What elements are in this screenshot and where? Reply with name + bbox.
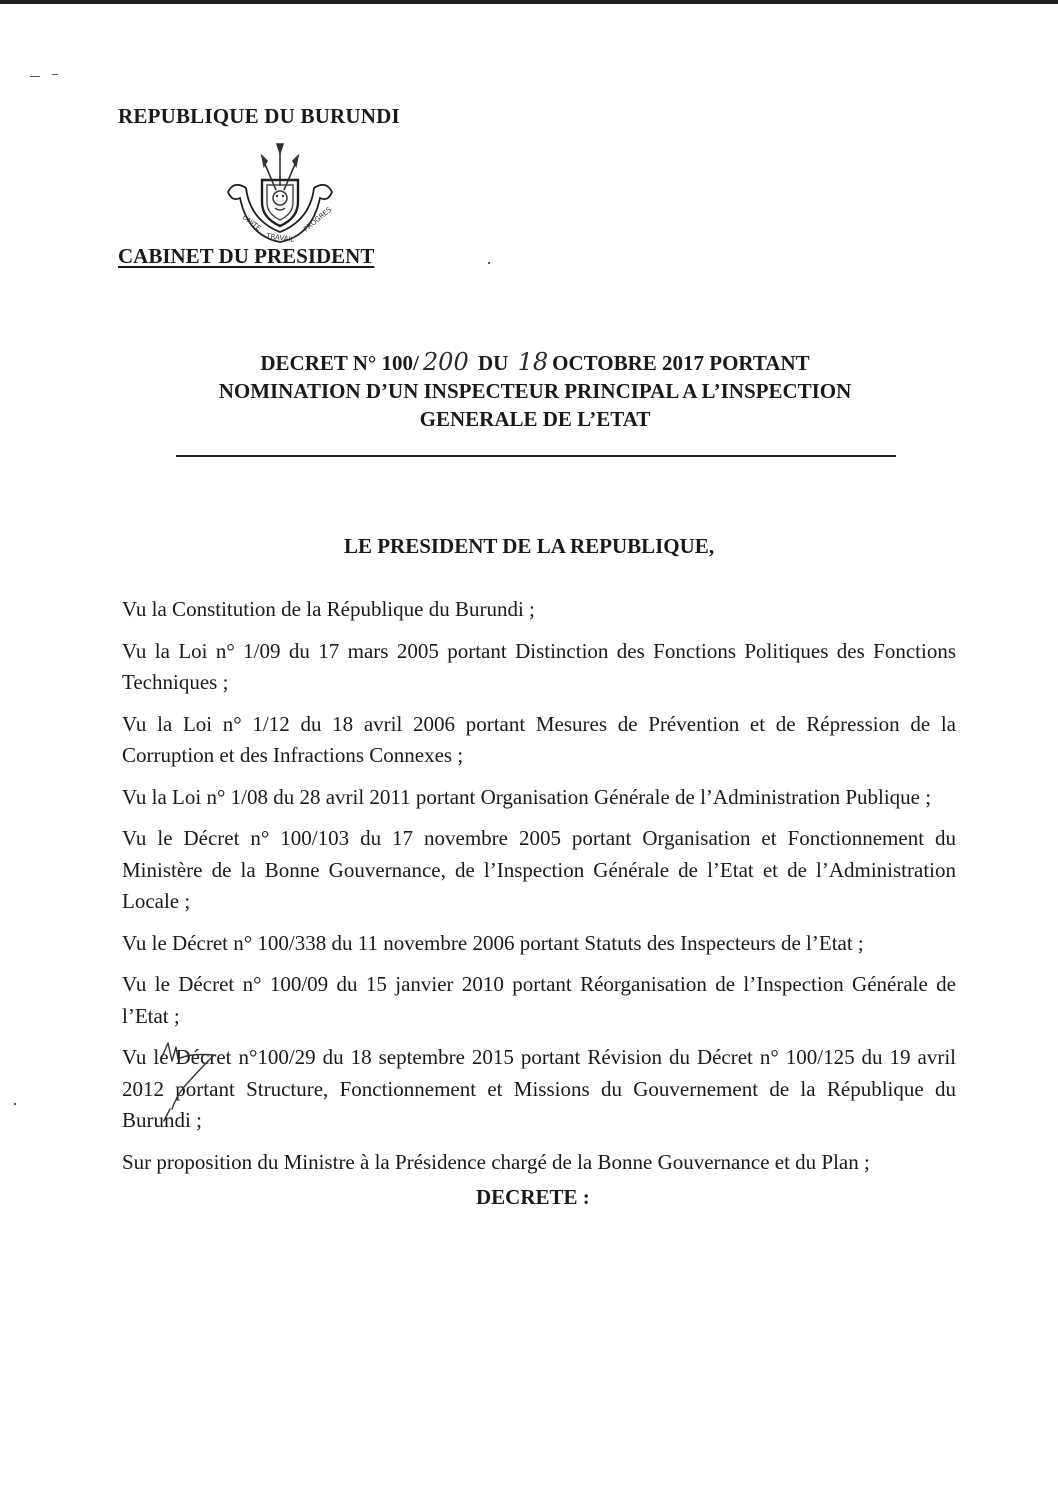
considerant-item: Vu le Décret n° 100/103 du 17 novembre 2005 portant Organisation et Fonctionnement du Ministère de la Bonne Gouvernance, de l’Inspection Générale de l’Etat et de l’Administration Locale ; xyxy=(122,826,956,913)
header-republic: REPUBLIQUE DU BURUNDI xyxy=(118,104,400,128)
handwritten-day: 18 xyxy=(517,348,549,376)
scan-speck xyxy=(14,1103,16,1105)
title-line-3: GENERALE DE L’ETAT xyxy=(419,407,651,431)
title-line-1-rest: OCTOBRE 2017 PORTANT xyxy=(552,351,810,375)
considerant-item: Vu le Décret n° 100/09 du 15 janvier 2010 portant Réorganisation de l’Inspection Générale de l’Etat ; xyxy=(122,972,956,1028)
considerant-item: Vu la Loi n° 1/09 du 17 mars 2005 portant Distinction des Fonctions Politiques des Fonctions Techniques ; xyxy=(122,638,956,694)
considerant-item: Vu la Loi n° 1/12 du 18 avril 2006 portant Mesures de Prévention et de Répression de la Corruption et des Infractions Connexes ; xyxy=(122,711,956,767)
header-cabinet: CABINET DU PRESIDENT xyxy=(118,244,375,268)
scan-speck xyxy=(488,262,490,264)
decrete-heading: DECRETE : xyxy=(476,1185,590,1209)
svg-text:UNITE: UNITE xyxy=(240,213,263,233)
considerant-item: Vu le Décret n°100/29 du 18 septembre 2015 portant Révision du Décret n° 100/125 du 19 avril 2012 portant Structure, Fonctionnement et Missions du Gouvernement de la République du Burundi ; xyxy=(122,1045,956,1132)
scan-speck xyxy=(30,76,40,77)
considerant-item: Sur proposition du Ministre à la Présidence chargé de la Bonne Gouvernance et du Plan ; xyxy=(122,1149,870,1174)
decree-title xyxy=(110,348,960,433)
considerant-item: Vu la Loi n° 1/08 du 28 avril 2011 portant Organisation Générale de l’Administration Publique ; xyxy=(122,784,932,809)
considerants-list xyxy=(122,594,956,1188)
title-du: DU xyxy=(477,351,509,375)
considerant-item: Vu le Décret n° 100/338 du 11 novembre 2006 portant Statuts des Inspecteurs de l’Etat ; xyxy=(122,930,864,955)
title-divider xyxy=(176,455,896,457)
svg-text:PROGRES: PROGRES xyxy=(302,205,334,234)
handwritten-initials-icon xyxy=(150,1035,230,1125)
scan-speck xyxy=(52,74,58,75)
scan-top-border xyxy=(0,0,1058,4)
title-prefix: DECRET N° 100/ xyxy=(260,351,419,375)
handwritten-decree-number: 200 xyxy=(422,348,469,376)
title-line-2: NOMINATION D’UN INSPECTEUR PRINCIPAL A L’INSPECTION xyxy=(218,379,852,403)
svg-text:TRAVAIL: TRAVAIL xyxy=(265,232,295,244)
burundi-coat-of-arms-icon xyxy=(220,140,340,250)
president-heading: LE PRESIDENT DE LA REPUBLIQUE, xyxy=(343,534,715,558)
title-line-1 xyxy=(110,348,960,377)
considerant-item: Vu la Constitution de la République du Burundi ; xyxy=(122,597,535,621)
